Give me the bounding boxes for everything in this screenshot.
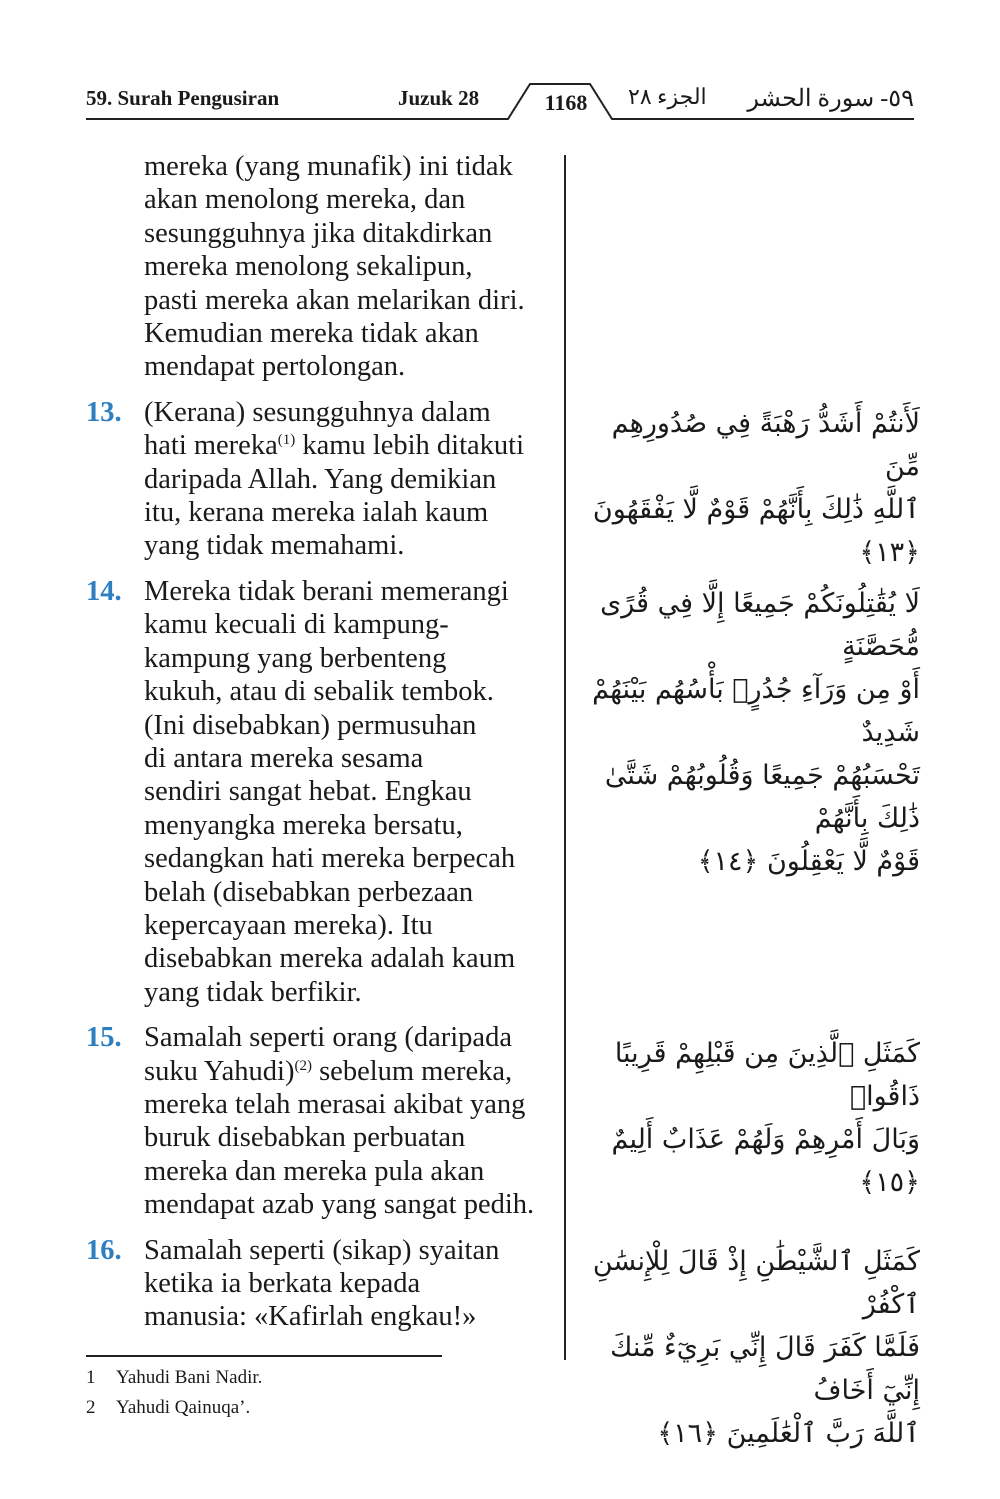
continuation-text: mereka (yang munafik) ini tidak akan menolong mereka, dan sesungguhnya jika ditakdirkan mereka menolong sekalipun, pasti mereka akan melarikan diri. Kemudian mereka tidak akan mendapat pertolongan.: [144, 151, 525, 383]
verse-16: [86, 1234, 564, 1334]
verse-text: (Kerana) sesungguhnya dalam hati mereka$^{(1)}$ kamu lebih ditakuti daripada Allah. Yang demikian itu, kerana mereka ialah kaum yang tidak memahami.: [144, 396, 524, 562]
arabic-verse-16: [582, 1240, 920, 1455]
header-juz-label: Juzuk 28: [398, 86, 480, 110]
arabic-verse-14: [582, 582, 920, 883]
footnote-text: Yahudi Qainuqa’.: [116, 1397, 251, 1418]
header-surah-label: 59. Surah Pengusiran: [86, 86, 280, 110]
verse-number: 13.: [86, 396, 122, 428]
verse-text: Samalah seperti (sikap) syaitan ketika ia berkata kepada manusia: «Kafirlah engkau!»: [144, 1234, 500, 1333]
verse-number: 15.: [86, 1022, 122, 1054]
column-divider: [564, 155, 566, 1360]
footnote-rule: [86, 1355, 442, 1357]
translation-column: [86, 150, 564, 1334]
verse-number: 14.: [86, 575, 122, 607]
arabic-text: كَمَثَلِ ٱلَّذِينَ مِن قَبْلِهِمْ قَرِيبًا ذَاقُوا۟ وَبَالَ أَمْرِهِمْ وَلَهُمْ عَذَابٌ أَلِيمٌ ﴿١٥﴾: [611, 1038, 920, 1198]
footnote-text: Yahudi Bani Nadir.: [116, 1367, 263, 1388]
verse-15: [86, 1021, 564, 1221]
footnote-number: 1: [86, 1367, 96, 1388]
verse-number: 16.: [86, 1234, 122, 1266]
footnote-ref-1: (1): [277, 432, 296, 449]
header-juz-arabic: الجزء ٢٨: [628, 84, 707, 109]
verse-14: [86, 575, 564, 1009]
footnote-2: [86, 1397, 250, 1419]
verse-text: Samalah seperti orang (daripada suku Yahudi)$^{(2)}$ sebelum mereka, mereka telah merasai akibat yang buruk disebabkan perbuatan mereka dan mereka pula akan mendapat azab yang sangat pedih.: [144, 1022, 535, 1221]
verse-13: [86, 396, 564, 563]
verse-text: Mereka tidak berani memerangi kamu kecuali di kampung- kampung yang berbenteng kukuh, atau di sebalik tembok. (Ini disebabkan) permusuhan di antara mereka sesama sendiri sangat hebat. Engkau menyangka mereka bersatu, sedangkan hati mereka berpecah belah (disebabkan perbezaan kepercayaan mereka). Itu disebabkan mereka adalah kaum yang tidak berfikir.: [144, 575, 516, 1008]
arabic-text: لَا يُقَٰتِلُونَكُمْ جَمِيعًا إِلَّا فِي قُرًى مُّحَصَّنَةٍ أَوْ مِن وَرَآءِ جُدُرٍۭ بَأْسُهُم بَيْنَهُمْ شَدِيدٌ تَحْسَبُهُمْ جَمِيعًا وَقُلُوبُهُمْ شَتَّىٰ ذَٰلِكَ بِأَنَّهُمْ قَوْمٌ لَّا يَعْقِلُونَ ﴿١٤﴾: [592, 588, 920, 877]
verse-continuation: [86, 150, 564, 384]
footnote-1: [86, 1367, 262, 1389]
arabic-verse-15: [582, 1032, 920, 1204]
page-number: 1168: [544, 90, 588, 115]
footnote-number: 2: [86, 1397, 96, 1418]
header-surah-arabic: ٥٩- سورة الحشر: [747, 86, 914, 112]
footnote-ref-2: (2): [294, 1057, 312, 1074]
arabic-verse-13: [582, 402, 920, 574]
header-rule: [0, 0, 1000, 130]
arabic-text: كَمَثَلِ ٱلشَّيْطَٰنِ إِذْ قَالَ لِلْإِنسَٰنِ ٱكْفُرْ فَلَمَّا كَفَرَ قَالَ إِنِّي بَرِيٓءٌ مِّنكَ إِنِّيٓ أَخَافُ ٱللَّهَ رَبَّ ٱلْعَٰلَمِينَ ﴿١٦﴾: [592, 1246, 920, 1449]
arabic-text: لَأَنتُمْ أَشَدُّ رَهْبَةً فِي صُدُورِهِم مِّنَ ٱللَّهِ ذَٰلِكَ بِأَنَّهُمْ قَوْمٌ لَّا يَفْقَهُونَ ﴿١٣﴾: [592, 408, 920, 568]
